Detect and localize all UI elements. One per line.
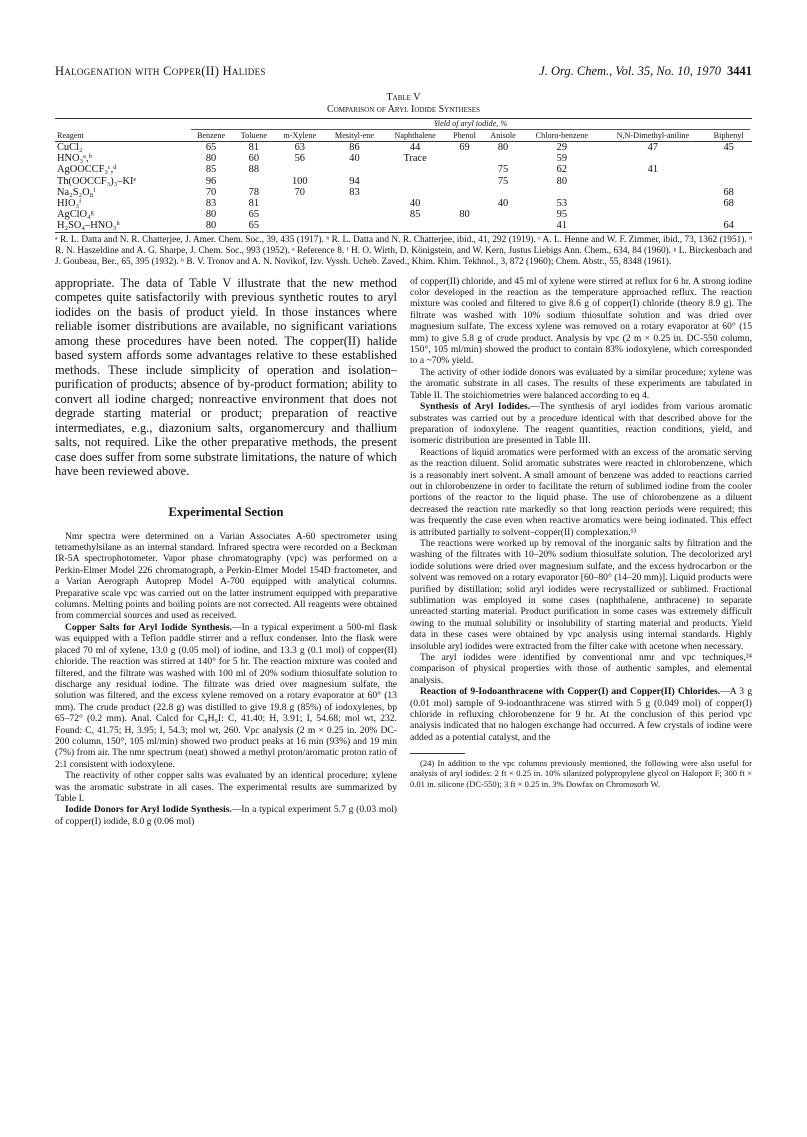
yield-cell <box>446 153 483 164</box>
yield-cell: 83 <box>349 186 360 198</box>
yield-cell: 47 <box>600 142 705 154</box>
yield-cell <box>600 198 705 209</box>
running-head-journal <box>539 64 752 79</box>
table-row <box>55 153 752 164</box>
footnote-rule <box>410 753 465 754</box>
yield-cell <box>446 198 483 209</box>
yield-cell: 86 <box>325 142 384 154</box>
synthesis-paragraph <box>410 401 752 447</box>
yield-cell <box>384 176 446 187</box>
column-header: Mesityl-ene <box>334 130 375 140</box>
table-span-header-row <box>55 119 752 131</box>
left-column <box>55 276 397 828</box>
table-row <box>55 164 752 175</box>
yield-cell: 70 <box>294 186 305 198</box>
liquid-aromatics-paragraph: Reactions of liquid aromatics were performed with an excess of the aromatic serving as the reaction diluent. Solid aromatic substrates were reacted in chlorobenzene, which is a reasonably inert solvent. A small amount of benzene was added to reactions carried out in chlorobenzene in order to facilitate the return of sublimed iodine from the cooler portions of the reactor to the liquid phase. The use of chlorobenzene as a diluent decreased the reaction rate markedly so that long reaction periods were required; this was frequently the case even when reactive aromatics were being iodinated. This effect is attributed partially to solvent–copper(II) complexation.¹³ <box>410 446 752 538</box>
yield-cell: 62 <box>556 164 568 176</box>
journal-page <box>55 64 752 827</box>
comparison-table <box>55 118 752 233</box>
table-row <box>55 187 752 198</box>
yield-cell <box>446 164 483 175</box>
running-head-title: Halogenation with Copper(II) Halides <box>55 64 266 78</box>
yield-cell: 75 <box>497 175 509 187</box>
iodide-donors-text: —In a typical experiment 5.7 g (0.03 mol) of copper(I) iodide, 8.0 g (0.06 mol) <box>55 804 397 827</box>
yield-cell: 65 <box>189 142 233 154</box>
yield-cell <box>233 176 274 187</box>
yield-cell <box>483 209 523 220</box>
yield-cell: 94 <box>349 175 360 187</box>
yield-cell <box>523 187 600 198</box>
intro-paragraph: appropriate. The data of Table V illustrate that the new method competes quite satisfactorily with previous synthetic routes to aryl iodides on the basis of product yield. In those instances where reliable isomer distributions are available, no significant variations among these procedures have been noted. The copper(II) halide based system affords some advantages relative to these established methods. These include simplicity of operation and isolation–purification of products; absence of by-product formation; ability to convert all iodine charged; nonreactive environment that does not degrade starting material or product; preparation of reactive intermediates, e.g., diazonium salts, organomercury and thallium salts, not required. Like the other preparative methods, the present case does suffer from some substrate limitations, the nature of which have been reviewed above. <box>55 275 397 479</box>
column-header: N,N-Dimethyl-aniline <box>616 130 690 140</box>
column-header: Chloro-benzene <box>535 130 588 140</box>
running-head <box>55 64 752 82</box>
reagent-cell: AgClO₄ᵍ <box>57 209 94 221</box>
yield-cell <box>275 198 325 209</box>
yield-cell <box>483 153 523 164</box>
yield-cell <box>705 164 752 175</box>
yield-cell: 29 <box>523 142 600 154</box>
table-row <box>55 142 752 154</box>
yield-cell: 59 <box>556 153 568 165</box>
page-number: 3441 <box>727 64 752 78</box>
yield-cell: 80 <box>483 142 523 154</box>
reagent-cell: HIO₃ᶠ <box>57 198 82 210</box>
yield-cell <box>384 220 446 232</box>
column-header: m-Xylene <box>283 130 317 140</box>
table-row <box>55 198 752 209</box>
table-label: Table V <box>386 92 421 103</box>
continued-paragraph: of copper(II) chloride, and 45 ml of xylene were stirred at reflux for 6 hr. A strong iodine color developed in the reaction as the temperature approached reflux. The reaction mixture was cooled and filtered to give 8.6 g of copper(I) chloride (theory 8.9 g). The filtrate was washed with 10% sodium thiosulfate solution and was dried over magnesium sulfate. The excess xylene was removed on a rotary evaporator at 60° (15 mm) to give 5.8 g of crude product. Analysis by vpc (2 m × 0.25 in. DC-550 column, 150°, 105 ml/min) showed the product to contain 83% iodoxylene, which corresponded to a ~70% yield. <box>410 275 752 367</box>
column-header: Anisole <box>490 130 516 140</box>
yield-cell <box>600 187 705 198</box>
table-span-header: Yield of aryl iodide, % <box>433 119 508 128</box>
yield-cell: 85 <box>409 209 421 221</box>
donor-activity-paragraph: The activity of other iodide donors was evaluated by a similar procedure; xylene was the aromatic substrate in all cases. The results of these experiments are tabulated in Table II. The stoichiometries were balanced according to eq 4. <box>410 366 752 401</box>
iodoanthracene-text: —A 3 g (0.01 mol) sample of 9-iodoanthracene was stirred with 5 g (0.049 mol) of copper(I) chloride in refluxing chlorobenzene for 9 hr. At the conclusion of this period vpc analysis indicated that no halogen exchange had occurred. A few crystals of iodine were added as a potential catalyst, and the <box>410 686 752 743</box>
column-header: Benzene <box>196 130 226 140</box>
yield-cell <box>384 187 446 198</box>
yield-cell: 81 <box>248 198 260 210</box>
yield-cell: 63 <box>275 142 325 154</box>
yield-cell: 83 <box>205 198 217 210</box>
yield-cell: 68 <box>723 198 734 210</box>
workup-paragraph: The reactions were worked up by removal of the inorganic salts by filtration and the washing of the filtrates with 10–20% sodium thiosulfate solution. The decolorized aryl iodide solutions were dried over magnesium sulfate, and the excess hydrocarbon or the solvent was removed on a rotary evaporator [60–80° (14–20 mm)]. Liquid products were purified by distillation; solid aryl iodides were recrystallized or sublimed. Fractional sublimation was employed in some cases (naphthalene, anthracene) to separate unreacted starting material. Product purification in some cases was extremely difficult owing to the mutual solubility or insolubility of starting material and products. Yield data in these cases were obtained by vpc analysis using internal standards. Highly insoluble aryl iodides were extracted from the filter cake with acetone when necessary. <box>410 537 752 652</box>
yield-cell: 95 <box>556 209 568 221</box>
table-row <box>55 209 752 220</box>
yield-cell <box>705 209 752 220</box>
iodoanthracene-heading: Reaction of 9-Iodoanthracene with Copper(I) and Copper(II) Chlorides. <box>420 686 721 698</box>
two-column-body <box>55 276 752 828</box>
table-header-row <box>55 131 752 142</box>
yield-cell: 60 <box>248 153 260 165</box>
column-header: Biphenyl <box>713 130 744 140</box>
reagent-cell: Na₂S₂O₈ᶠ <box>57 186 96 198</box>
yield-cell: 80 <box>205 153 217 165</box>
yield-cell: 56 <box>294 153 305 165</box>
reagent-cell: CuCl₂ <box>55 142 189 154</box>
copper-salts-text: —In a typical experiment a 500-ml flask was equipped with a Teflon paddle stirrer and a reflux condenser. Into the flask were placed 70 ml of xylene, 13.0 g (0.05 mol) of iodine, and 13.3 g (0.1 mol) of copper(II) chloride. The reaction was stirred at 140° for 5 hr. The reaction mixture was cooled and filtered, and the filtrate was washed with 100 ml of 20% sodium thiosulfate solution to discharge any residual iodine. The filtrate was dried over magnesium sulfate, the solution was filtered, and the excess xylene removed on a rotary evaporator at 60° (13 mm). The crude product (22.8 g) was distilled to give 19.8 g (85%) of iodoxylenes, bp 65–72° (0.2 mm). Anal. Calcd for C₈H₉I: C, 41.40; H, 3.91; I, 54.68; mol wt, 232. Found: C, 41.75; H, 3.95; I, 54.3; mol wt, 260. Vpc analysis (2 m × 0.25 in. 20% DC-200 column, 150°, 105 ml/min) showed two product peaks at 16 min (93%) and 19 min (7%) from air. The nmr spectrum (neat) showed a methyl proton/aromatic proton ratio of 2:1 consistent with iodoxylene. <box>55 621 397 770</box>
footnote-24-text: (24) In addition to the vpc columns previously mentioned, the following were also useful for analysis of aryl iodides: 2 ft × 0.25 in. 10% silanized polypropylene glycol on Haloport F; 300 ft × 0.01 in. silicone (DC-550); 3 ft × 0.25 in. 3% Dowfax on Chromosorb W. <box>410 758 752 789</box>
identification-paragraph: The aryl iodides were identified by conventional nmr and vpc techniques,²⁴ comparison of physical properties with those of authentic samples, and elemental analysis. <box>410 652 752 686</box>
yield-cell: 96 <box>205 175 217 187</box>
section-title: Experimental Section <box>168 504 284 519</box>
yield-cell <box>275 164 325 175</box>
column-header: Toluene <box>240 130 267 140</box>
yield-cell: 70 <box>205 186 217 198</box>
yield-cell: 40 <box>409 198 421 210</box>
yield-cell: Trace <box>403 153 427 165</box>
yield-cell: 65 <box>233 220 274 232</box>
yield-cell <box>446 220 483 232</box>
yield-cell: 80 <box>459 209 470 221</box>
yield-cell: 100 <box>291 175 308 187</box>
footnote-24 <box>410 758 752 789</box>
yield-cell: 81 <box>233 142 274 154</box>
yield-cell: 88 <box>248 164 260 176</box>
discussion-paragraph <box>55 276 397 479</box>
yield-cell <box>275 220 325 232</box>
yield-cell <box>600 220 705 232</box>
copper-salts-heading: Copper Salts for Aryl Iodide Synthesis. <box>65 621 232 633</box>
column-header: Naphthalene <box>394 130 436 140</box>
yield-cell: 40 <box>349 153 360 165</box>
table-caption <box>55 92 752 116</box>
yield-cell <box>446 187 483 198</box>
yield-cell: 85 <box>205 164 217 176</box>
journal-citation: J. Org. Chem., Vol. 35, No. 10, 1970 <box>539 64 721 78</box>
yield-cell: 65 <box>248 209 260 221</box>
yield-cell <box>325 209 384 220</box>
iodide-donors-paragraph <box>55 804 397 827</box>
table-footnotes: ᵃ R. L. Datta and N. R. Chatterjee, J. Amer. Chem. Soc., 39, 435 (1917). ᵇ R. L. Datta and N. R. Chatterjee, ibid., 41, 292 (1919). ᶜ A. L. Henne and W. F. Zimmer, ibid., 73, 1362 (1951). ᵈ R. N. Haszeldine and A. G. Sharpe, J. Chem. Soc., 993 (1952). ᵉ Reference 8. ᶠ H. O. Wirth, D. Königstein, and W. Kern, Justus Liebigs Ann. Chem., 634, 84 (1960). ᵍ L. Birckenbach and J. Goubeau, Ber., 65, 395 (1932). ʰ B. V. Tronov and A. N. Novikof, Izv. Vyssh. Ucheb. Zaved., Khim. Khim. Tekhnol., 3, 872 (1960); Chem. Abstr., 55, 8348 (1961). <box>55 234 752 267</box>
yield-cell: 45 <box>705 142 752 154</box>
reagent-cell: Th(OOCCF₃)₃–KIᵉ <box>57 175 137 187</box>
experimental-text-continued <box>410 276 752 744</box>
instruments-paragraph: Nmr spectra were determined on a Varian Associates A-60 spectrometer using tetramethylsilane as an internal standard. Infrared spectra were recorded on a Beckman IR-5A spectrophotometer. Vapor phase chromatography (vpc) was performed on a Perkin-Elmer Model 226 chromatograph, a Perkin-Elmer Model 154D fractometer, and a Varian Aerograph Autoprep Model A-700 equipped with analytical columns. Preparative scale vpc was carried out on the latter instrument equipped with preparative columns. Melting points and boiling points are not corrected. All reagents were obtained from commercial sources and used as received. <box>55 530 397 622</box>
yield-cell <box>325 198 384 209</box>
yield-cell <box>705 153 752 164</box>
yield-cell <box>446 176 483 187</box>
table-body <box>55 142 752 233</box>
column-header: Reagent <box>57 130 84 140</box>
yield-cell: 64 <box>705 220 752 232</box>
experimental-text <box>55 531 397 828</box>
yield-cell <box>325 164 384 175</box>
yield-cell: 41 <box>523 220 600 232</box>
yield-cell: 40 <box>497 198 509 210</box>
yield-cell <box>483 220 523 232</box>
yield-cell <box>275 209 325 220</box>
yield-cell: 41 <box>647 164 659 176</box>
yield-cell: 78 <box>248 186 260 198</box>
yield-cell <box>384 164 446 175</box>
iodoanthracene-paragraph <box>410 686 752 743</box>
table-title: Comparison of Aryl Iodide Syntheses <box>327 104 480 115</box>
right-column <box>410 276 752 828</box>
yield-cell <box>600 153 705 164</box>
reagent-cell: AgOOCCF₃ᶜ,ᵈ <box>57 164 117 176</box>
yield-cell <box>483 187 523 198</box>
yield-cell: 80 <box>205 209 217 221</box>
yield-cell: 80 <box>189 220 233 232</box>
yield-cell: 44 <box>384 142 446 154</box>
synthesis-heading: Synthesis of Aryl Iodides. <box>420 401 531 413</box>
reagent-cell: HNO₃ᵃ,ᵇ <box>57 153 92 165</box>
yield-cell: 53 <box>556 198 568 210</box>
yield-cell: 80 <box>556 175 568 187</box>
yield-cell: 75 <box>497 164 509 176</box>
yield-cell <box>705 176 752 187</box>
table-row <box>55 220 752 232</box>
yield-cell <box>325 220 384 232</box>
table-row <box>55 176 752 187</box>
column-header: Phenol <box>453 130 476 140</box>
reagent-cell: H₂SO₄–HNO₃ʰ <box>55 220 189 232</box>
reactivity-paragraph: The reactivity of other copper salts was evaluated by an identical procedure; xylene was the aromatic substrate in all cases. The experimental results are summarized by Table I. <box>55 770 397 804</box>
yield-cell: 69 <box>446 142 483 154</box>
synthesis-text: —The synthesis of aryl iodides from various aromatic substrates was carried out by a procedure identical with that described above for the preparation of iodoxylene. The reagent quantities, reaction conditions, yield, and isomeric distribution are presented in Table III. <box>410 401 752 447</box>
yield-cell <box>600 176 705 187</box>
copper-salts-paragraph <box>55 622 397 770</box>
yield-cell <box>600 209 705 220</box>
iodide-donors-heading: Iodide Donors for Aryl Iodide Synthesis. <box>65 804 232 816</box>
yield-cell: 68 <box>723 186 734 198</box>
